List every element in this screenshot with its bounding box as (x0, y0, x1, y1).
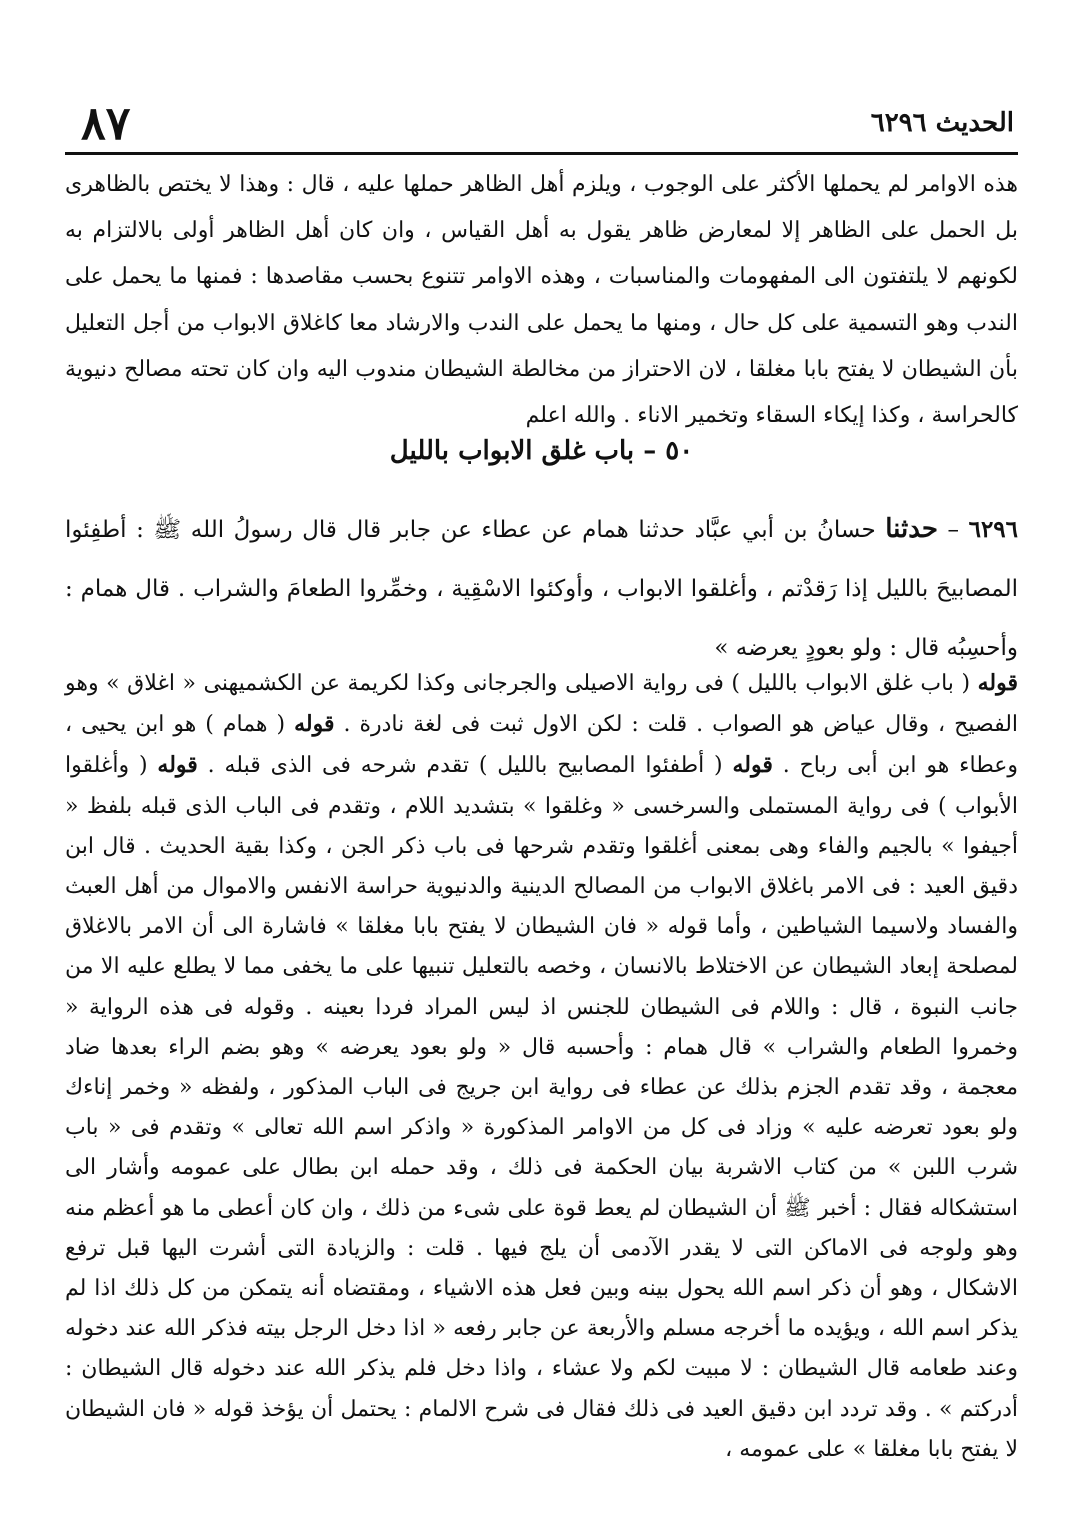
hadith-number: ٦٢٩٦ (968, 516, 1019, 543)
commentary-keyword: قوله (157, 752, 198, 779)
commentary-keyword: قوله (977, 670, 1018, 696)
intro-paragraph (65, 162, 1018, 439)
chapter-bab-word: باب (594, 436, 635, 466)
commentary-paragraph (65, 663, 1018, 1470)
hadith-dash: – (947, 517, 960, 543)
commentary-keyword: قوله (294, 711, 335, 738)
commentary-text: ( همام ) هو ابن يحيى ، وعطاء هو ابن أبى رباح . (65, 712, 1019, 779)
commentary-keyword: قوله (732, 752, 773, 779)
hadith-paragraph (65, 500, 1018, 678)
chapter-heading (65, 436, 1018, 480)
commentary-text: ( أطفئوا المصابيح بالليل ) تقدم شرحه فى الذى قبله . (207, 753, 723, 779)
page-header (65, 92, 1018, 155)
chapter-title: غلق الابواب بالليل (389, 436, 586, 466)
chapter-number: ٥٠ (665, 436, 694, 466)
commentary-text: ( باب غلق الابواب بالليل ) فى رواية الاصيلى والجرجانى وكذا لكريمة عن الكشميهنى « اغلاق » وهو الفصيح ، وقال عياض هو الصواب . قلت : لكن الاول ثبت فى لغة نادرة . (65, 671, 1019, 738)
hadith-lead: حدثنا (885, 514, 938, 544)
running-title: الحديث ٦٢٩٦ (870, 108, 1014, 138)
chapter-dash: – (643, 436, 657, 466)
intro-text: هذه الاوامر لم يحملها الأكثر على الوجوب ، ويلزم أهل الظاهر حملها عليه ، قال : وهذا لا يختص بالظاهرى بل الحمل على الظاهر إلا لمعارض ظاهر يقول به أهل القياس ، وان كان أهل الظاهر أولى بالالتزام به لكونهم لا يلتفتون الى المفهومات والمناسبات ، وهذه الاوامر تتنوع بحسب مقاصدها : فمنها ما يحمل على الندب وهو التسمية على كل حال ، ومنها ما يحمل على الندب والارشاد معا كاغلاق الابواب من أجل التعليل بأن الشيطان لا يفتح بابا مغلقا ، لان الاحتراز من مخالطة الشيطان مندوب اليه وان كان تحته مصالح دنيوية كالحراسة ، وكذا إيكاء السقاء وتخمير الاناء . والله اعلم (65, 172, 1018, 429)
commentary-text: ( وأغلقوا الأبواب ) فى رواية المستملى والسرخسى « وغلقوا » بتشديد اللام ، وتقدم فى الباب الذى قبله بلفظ « أجيفوا » بالجيم والفاء وهى بمعنى أغلقوا وتقدم شرحها فى باب ذكر الجن ، وكذا بقية الحديث . قال ابن دقيق العيد : فى الامر باغلاق الابواب من المصالح الدينية والدنيوية حراسة الانفس والاموال من أهل العبث والفساد ولاسيما الشياطين ، وأما قوله « فان الشيطان لا يفتح بابا مغلقا » فاشارة الى أن الامر بالاغلاق لمصلحة إبعاد الشيطان عن الاختلاط بالانسان ، وخصه بالتعليل تنبيها على ما يخفى مما لا يطلع عليه الا من جانب النبوة ، قال : واللام فى الشيطان للجنس اذ ليس المراد فردا بعينه . وقوله فى هذه الرواية « وخمروا الطعام والشراب » قال همام : وأحسبه قال « ولو بعود يعرضه » وهو بضم الراء بعدها ضاد معجمة ، وقد تقدم الجزم بذلك عن عطاء فى رواية ابن جريج فى الباب المذكور ، ولفظه « وخمر إناءك ولو بعود تعرضه عليه » وزاد فى كل من الاوامر المذكورة « واذكر اسم الله تعالى » وتقدم فى « باب شرب اللبن » من كتاب الاشربة بيان الحكمة فى ذلك ، وقد حمله ابن بطال على عمومه وأشار الى استشكاله فقال : أخبر ﷺ أن الشيطان لم يعط قوة على شىء من ذلك ، وان كان أعطى ما هو أعظم منه وهو ولوجه فى الاماكن التى لا يقدر الآدمى أن يلج فيها . قلت : والزيادة التى أشرت اليها قبل ترفع الاشكال ، وهو أن ذكر اسم الله يحول بينه وبين فعل هذه الاشياء ، ومقتضاه أنه يتمكن من كل ذلك اذا لم يذكر اسم الله ، ويؤيده ما أخرجه مسلم والأربعة عن جابر رفعه « اذا دخل الرجل بيته فذكر الله عند دخوله وعند طعامه قال الشيطان : لا مبيت لكم ولا عشاء ، واذا دخل فلم يذكر الله عند دخوله قال الشيطان : أدركتم » . وقد تردد ابن دقيق العيد فى ذلك فقال فى شرح الالمام : يحتمل أن يؤخذ قوله « فان الشيطان لا يفتح بابا مغلقا » على عمومه ، (65, 753, 1019, 1462)
hadith-text: حسانُ بن أبي عبَّاد حدثنا همام عن عطاء عن جابر قال قال رسولُ الله ﷺ : أطفِئوا المصابيحَ بالليل إذا رَقدْتم ، وأغلقوا الابواب ، وأوكئوا الاسْقِية ، وخمِّروا الطعامَ والشراب . قال همام : وأحسِبُه قال : ولو بعودٍ يعرضه » (65, 517, 1018, 661)
page-number: ٨٧ (81, 96, 131, 150)
